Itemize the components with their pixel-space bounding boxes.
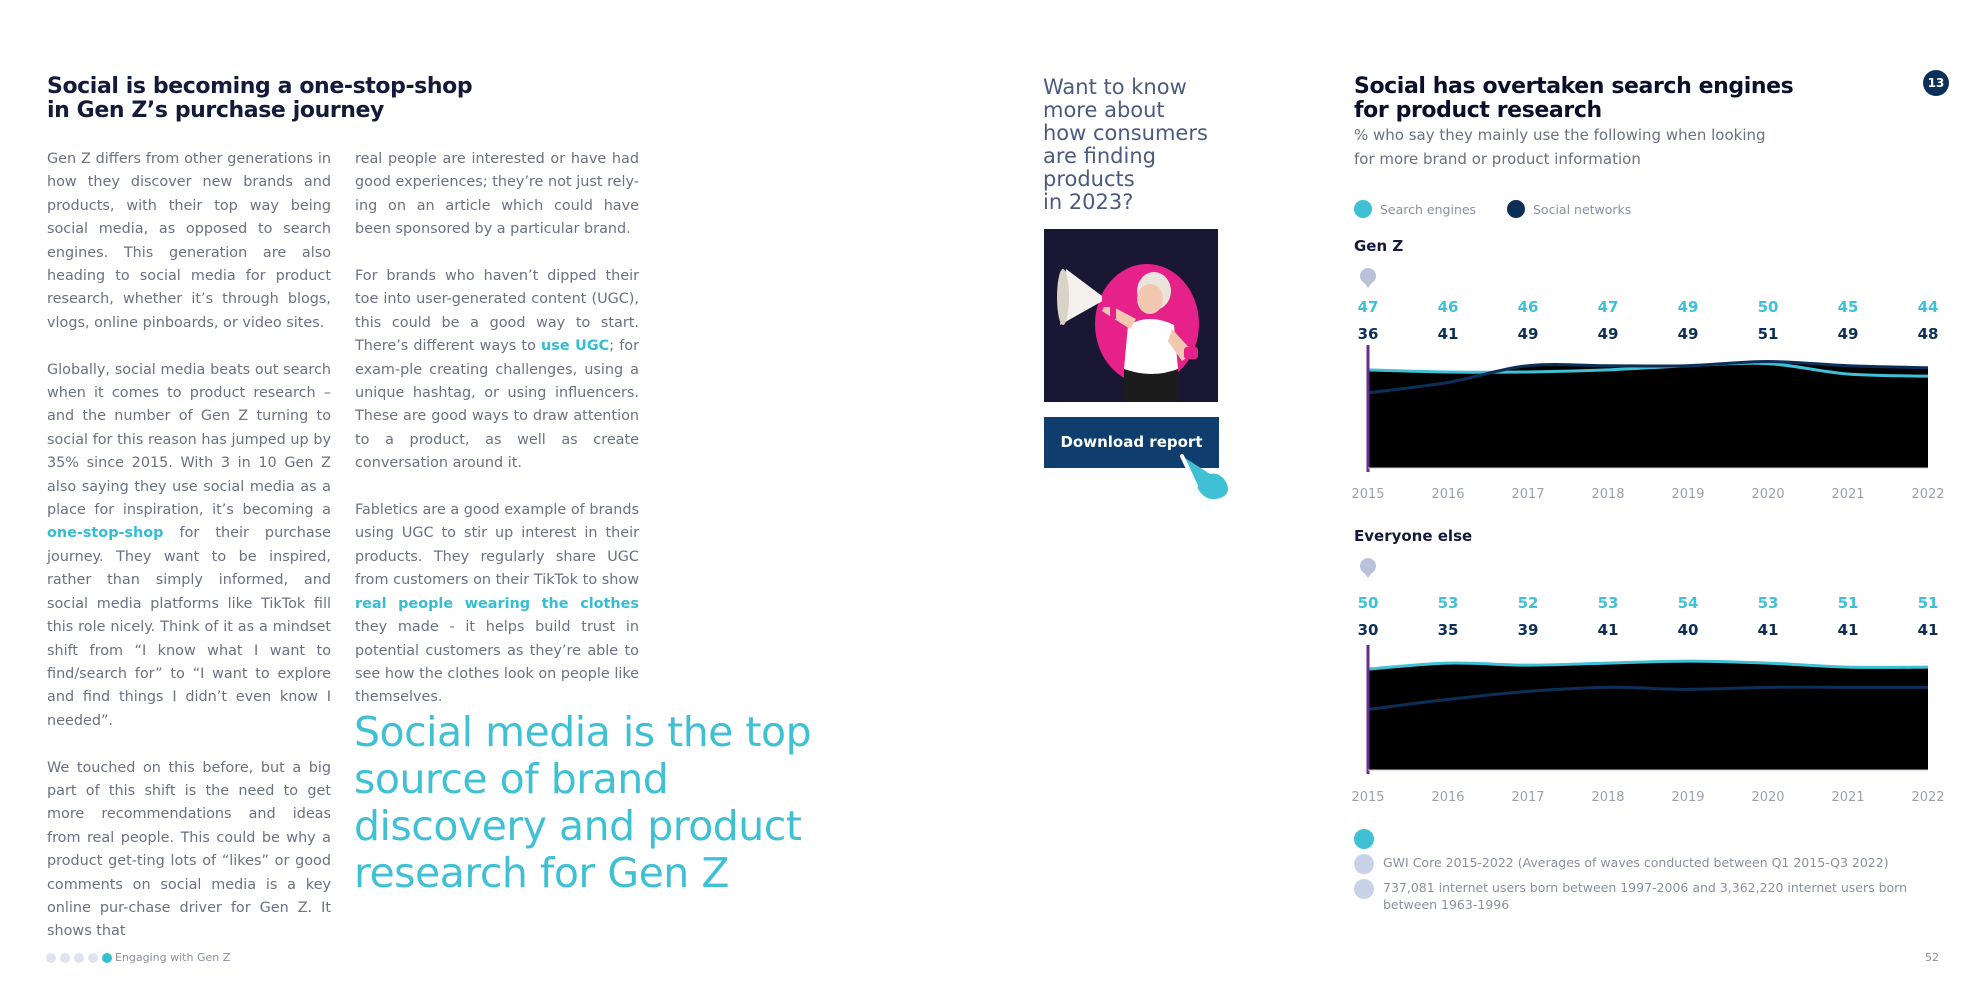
x-tick-label: 2018 — [1591, 790, 1625, 805]
pointer-hand-icon — [1180, 452, 1236, 502]
chart-subtitle: % who say they mainly use the following when looking for more brand or product information — [1354, 126, 1766, 168]
x-tick-label: 2017 — [1511, 487, 1545, 502]
body-text: Gen Z differs from other generations in how they discover new brands and products, with their top way being social media, as opposed to search engines. This generation are also heading to social media for product research, whether it’s through blogs, vlogs, online pinboards, or video sites. — [47, 151, 331, 331]
base-note — [1354, 879, 1914, 913]
x-tick-label: 2017 — [1511, 790, 1545, 805]
body-paragraph — [355, 499, 639, 710]
body-column-1 — [47, 148, 331, 967]
x-tick-label: 2018 — [1591, 487, 1625, 502]
x-tick-label: 2021 — [1831, 487, 1865, 502]
page-badge: 13 — [1923, 70, 1949, 96]
data-label-social-networks: 51 — [1757, 325, 1779, 343]
data-label-search-engines: 53 — [1757, 594, 1779, 612]
legend-item-social-networks — [1507, 199, 1631, 219]
promo-title-line: more about — [1043, 98, 1165, 122]
x-tick-label: 2019 — [1671, 790, 1705, 805]
data-label-social-networks: 49 — [1517, 325, 1539, 343]
source-note — [1354, 854, 1914, 874]
data-label-search-engines: 51 — [1917, 594, 1939, 612]
woman-megaphone-illustration — [1044, 229, 1218, 402]
body-paragraph — [355, 148, 639, 242]
x-tick-label: 2015 — [1351, 790, 1385, 805]
data-label-search-engines: 46 — [1437, 298, 1459, 316]
body-text: real people are interested or have had good experiences; they’re not just rely-ing on an article which could have been sponsored by a particular brand. — [355, 151, 639, 238]
source-icon — [1354, 854, 1374, 874]
inline-link[interactable]: one-stop-shop — [47, 525, 164, 542]
promo-title-line: are finding — [1043, 144, 1156, 168]
progress-dot[interactable] — [60, 953, 70, 963]
progress-dot[interactable] — [46, 953, 56, 963]
chart-notes — [1354, 829, 1914, 918]
x-tick-label: 2022 — [1911, 790, 1945, 805]
data-label-social-networks: 30 — [1357, 621, 1379, 639]
data-label-social-networks: 40 — [1677, 621, 1699, 639]
data-label-social-networks: 35 — [1437, 621, 1459, 639]
legend-label: Search engines — [1380, 201, 1477, 217]
pull-quote: Social media is the top source of brand discovery and product research for Gen Z — [354, 708, 812, 897]
data-label-social-networks: 49 — [1597, 325, 1619, 343]
legend-swatch — [1507, 200, 1525, 218]
data-label-social-networks: 41 — [1837, 621, 1859, 639]
data-label-search-engines: 49 — [1677, 298, 1699, 316]
data-label-search-engines: 54 — [1677, 594, 1699, 612]
heading-line-2: in Gen Z’s purchase journey — [47, 98, 384, 123]
body-text: For brands who haven’t dipped their toe into user-generated content (UGC), this could be a good way to start. There’s different ways to — [355, 268, 639, 355]
x-tick-label: 2020 — [1751, 487, 1785, 502]
page-progress-dots — [46, 953, 116, 963]
data-label-social-networks: 49 — [1837, 325, 1859, 343]
x-tick-label: 2016 — [1431, 790, 1465, 805]
data-label-search-engines: 47 — [1597, 298, 1619, 316]
body-paragraph — [355, 265, 639, 476]
x-tick-label: 2015 — [1351, 487, 1385, 502]
body-text: they made - it helps build trust in potential customers as they’re able to see how the clothes look on people like themselves. — [355, 619, 639, 706]
body-paragraph — [47, 757, 331, 944]
progress-dot-active[interactable] — [102, 953, 112, 963]
legend-swatch — [1354, 200, 1372, 218]
data-label-social-networks: 39 — [1517, 621, 1539, 639]
data-label-social-networks: 36 — [1357, 325, 1379, 343]
progress-dot[interactable] — [88, 953, 98, 963]
chart-title-line-1: Social has overtaken search engines — [1354, 74, 1794, 99]
x-tick-label: 2020 — [1751, 790, 1785, 805]
body-text: Globally, social media beats out search when it comes to product research – and the number of Gen Z turning to social for this reason has jumped up by 35% since 2015. With 3 in 10 Gen Z also saying they use social media as a place for inspiration, it’s becoming a — [47, 361, 331, 519]
data-label-search-engines: 51 — [1837, 594, 1859, 612]
genz-area-chart — [1351, 262, 1954, 512]
data-label-search-engines: 50 — [1357, 594, 1379, 612]
data-label-social-networks: 41 — [1917, 621, 1939, 639]
footer-section-label: Engaging with Gen Z — [115, 951, 231, 964]
body-text: for their purchase journey. They want to be inspired, rather than simply informed, and social media platforms like TikTok fill this role nicely. Think of it as a mindset shift from “I know what I want to find/search for” to “I want to explore and find things I didn’t even know I needed”. — [47, 525, 331, 729]
chart-title-genz: Gen Z — [1354, 237, 1404, 255]
legend-item-search-engines — [1354, 199, 1476, 219]
promo-title-line: in 2023? — [1043, 190, 1134, 214]
body-paragraph — [47, 359, 331, 734]
data-label-social-networks: 49 — [1677, 325, 1699, 343]
data-label-search-engines: 44 — [1917, 298, 1939, 316]
report-cover-image[interactable] — [1044, 229, 1218, 402]
base-icon — [1354, 879, 1374, 899]
chart-title-line-2: for product research — [1354, 98, 1602, 123]
heading-line-1: Social is becoming a one-stop-shop — [47, 74, 473, 99]
body-column-2 — [355, 148, 639, 733]
data-label-search-engines: 53 — [1437, 594, 1459, 612]
page-number: 52 — [1925, 951, 1939, 964]
data-label-search-engines: 52 — [1517, 594, 1539, 612]
base-text: 737,081 internet users born between 1997-2006 and 3,362,220 internet users born between 1963-1996 — [1383, 880, 1907, 912]
data-label-search-engines: 47 — [1357, 298, 1379, 316]
inline-link[interactable]: use UGC — [541, 338, 610, 355]
x-tick-label: 2022 — [1911, 487, 1945, 502]
notes-header — [1354, 829, 1914, 849]
body-text: ; for exam-ple creating challenges, using a unique hashtag, or using influencers. These are good ways to draw attention to a product, as well as create conversation around it. — [355, 338, 639, 472]
body-text: We touched on this before, but a big part of this shift is the need to get more recommendations and ideas from real people. This could be why a product get-ting lots of “likes” or good comments on social media is a key online pur-chase driver for Gen Z. It shows that — [47, 759, 331, 940]
promo-title-line: products — [1043, 167, 1135, 191]
section-heading — [47, 75, 477, 123]
chart-marker-icon — [1360, 268, 1376, 288]
chart-section-title — [1354, 75, 1804, 123]
x-tick-label: 2019 — [1671, 487, 1705, 502]
data-label-search-engines: 45 — [1837, 298, 1859, 316]
everyone-else-area-chart — [1351, 552, 1954, 812]
data-label-social-networks: 41 — [1757, 621, 1779, 639]
data-label-search-engines: 50 — [1757, 298, 1779, 316]
promo-title-line: how consumers — [1043, 121, 1208, 145]
body-text: Fabletics are a good example of brands using UGC to stir up interest in their products. They regularly share UGC from customers on their TikTok to show — [355, 502, 639, 589]
data-label-social-networks: 41 — [1597, 621, 1619, 639]
x-tick-label: 2016 — [1431, 487, 1465, 502]
body-paragraph — [47, 148, 331, 335]
data-label-search-engines: 53 — [1597, 594, 1619, 612]
inline-link[interactable]: real people wearing the clothes — [355, 595, 639, 612]
legend-label: Social networks — [1533, 201, 1632, 217]
promo-title-line: Want to know — [1043, 75, 1187, 99]
data-label-social-networks: 41 — [1437, 325, 1459, 343]
promo-title — [1043, 76, 1273, 214]
chart-marker-icon — [1360, 558, 1376, 578]
data-label-search-engines: 46 — [1517, 298, 1539, 316]
x-tick-label: 2021 — [1831, 790, 1865, 805]
chart-title-everyone-else: Everyone else — [1354, 527, 1473, 545]
source-text: GWI Core 2015-2022 (Averages of waves conducted between Q1 2015-Q3 2022) — [1383, 855, 1889, 870]
download-report-button[interactable]: Download report — [1044, 417, 1219, 468]
info-icon — [1354, 829, 1374, 849]
progress-dot[interactable] — [74, 953, 84, 963]
data-label-social-networks: 48 — [1917, 325, 1939, 343]
